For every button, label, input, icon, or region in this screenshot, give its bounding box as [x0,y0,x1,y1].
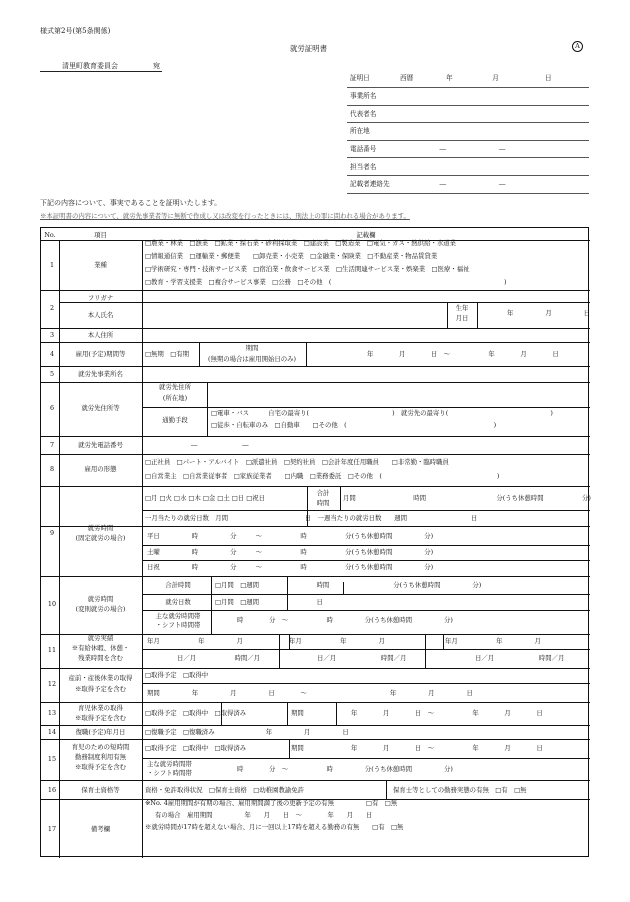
employer-info-row [347,88,589,106]
table-cell-i2a: フリガナ [87,294,114,302]
table-cell-r11e: 日／月 時間／月 [317,654,407,662]
table-column-divider [340,486,341,510]
table-cell-i7: 就労先電話番号 [78,441,123,449]
table-cell-r9e: 一月当たりの就労日数 月間 日 一週当たりの就労日数 週間 日 [145,514,478,522]
addressee-suffix: 宛 [153,62,160,70]
table-column-divider [211,576,212,634]
table-cell-r10a: 合計時間 [165,581,191,589]
employer-info-value[interactable]: 西暦 年 月 日 [400,70,589,88]
table-cell-r11d: 日／月 時間／月 [177,654,261,662]
table-cell-n4: 4 [49,350,55,358]
table-cell-r8a: □正社員 □パート・アルバイト □派遣社員 □契約社員 □会計年度任用職員 □非常勤・臨時職員 [145,458,449,466]
employer-info-table [347,70,589,194]
table-cell-r1a: □農業・林業 □漁業 □鉱業・採石業・砂利採取業 □建設業 □製造業 □電気・ガス・熱供給・水道業 [145,239,457,247]
table-cell-n17: 17 [47,825,57,833]
table-cell-n12: 12 [47,680,57,688]
table-column-divider [477,302,478,328]
table-cell-i12b: ※取得予定を含む [74,685,127,693]
table-cell-i10a: 就労時間 [87,595,114,603]
table-cell-i9b: (固定就労の場合) [75,534,126,542]
table-cell-r6e: □徒歩・自転車のみ □自動車 □その他 ( ) [211,421,497,429]
column-header-content: 記載欄 [356,231,376,239]
table-cell-r6d: □電車・バス 自宅の最寄り( ) 就労先の最寄り( ) [211,409,553,417]
table-row-divider [41,328,590,329]
table-row-divider [142,610,590,611]
column-header-item: 項目 [94,231,107,239]
employer-info-row [347,123,589,141]
table-cell-n13: 13 [47,709,57,717]
table-cell-r6c: 通勤手段 [162,416,188,424]
table-column-divider [287,702,288,725]
table-cell-r14: □復職予定 □復職済み 年 月 日 [145,728,349,736]
table-row-divider [41,382,590,383]
table-cell-n15: 15 [47,755,57,763]
table-cell-i14: 復職(予定)年月日 [75,728,126,736]
employer-info-label: 所在地 [347,123,400,141]
table-cell-r15e: ・シフト時間帯 [147,769,192,777]
table-cell-i4: 雇用(予定)期間等 [75,350,126,358]
table-cell-n16: 16 [47,786,57,794]
table-cell-r11f: 日／月 時間／月 [475,654,565,662]
employer-info-value[interactable] [400,123,589,141]
table-cell-i11a: 就労実績 [87,634,114,642]
table-column-divider [425,634,426,668]
employer-info-value[interactable] [400,88,589,106]
table-cell-n7: 7 [49,441,55,449]
table-cell-r15b: 期間 [291,744,304,752]
table-cell-r15f: 時 分 ～ 時 分(うち休憩時間 分) [237,765,453,773]
table-cell-n9: 9 [49,529,55,537]
table-cell-r17c: ※就労時間が17時を超えない場合、月に一回以上17時を超える勤務の有無 □有 □無 [145,823,404,831]
table-cell-r6a: 就労先住所 [159,383,191,391]
table-cell-r13b: 期間 [291,709,304,717]
table-cell-r12a: □取得予定 □取得中 [145,671,209,679]
table-column-divider [199,342,200,366]
table-cell-r13a: □取得予定 □取得中 □取得済み [145,709,247,717]
table-column-divider [336,702,337,725]
table-row-divider [142,560,590,561]
table-cell-n5: 5 [49,370,55,378]
table-cell-r15d: 主な就労時間帯 [147,760,192,768]
table-cell-r4b: 期間 [245,344,259,352]
table-row-divider [41,486,590,487]
table-row-divider [41,436,590,437]
table-row-divider [41,366,590,367]
table-cell-i8: 雇用の形態 [84,465,117,473]
table-cell-r1d: □教育・学習支援業 □複合サービス事業 □公務 □その他 ( ) [145,278,507,286]
table-row-divider [41,780,590,781]
table-row-divider [41,290,590,291]
employer-info-label: 記載者連絡先 [347,176,400,194]
table-row-divider [41,739,590,740]
table-cell-r13c: 年 月 日 ～ 年 月 日 [351,709,543,717]
table-cell-r4c: (無期の場合は雇用開始日のみ) [207,355,297,363]
table-cell-r6b: (所在地) [162,394,188,402]
employer-info-value[interactable]: ― ― [400,176,589,194]
table-cell-i15c: ※取得予定を含む [74,763,127,771]
table-row-divider [142,510,590,511]
table-cell-r15c: 年 月 日 ～ 年 月 日 [351,744,543,752]
table-column-divider [142,240,143,858]
table-row-divider [142,545,590,546]
table-row-divider [142,594,590,595]
table-cell-i1: 業種 [94,261,107,269]
employer-info-label: 担当者名 [347,158,400,176]
document-title: 就労証明書 [290,44,327,53]
table-cell-r11a: 年月 年 月 [147,637,243,645]
table-cell-i2b: 本人氏名 [87,311,114,319]
table-cell-r9c: 時間 [316,499,330,507]
table-column-divider [306,342,307,366]
table-cell-i13b: ※取得予定を含む [74,714,127,722]
table-cell-i15b: 勤務制度利用有無 [74,753,127,761]
table-cell-i6: 就労先住所等 [81,404,120,412]
table-row-divider [142,758,590,759]
table-cell-r16b: 保育士等としての勤務実態の有無 □有 □無 [393,786,527,794]
table-cell-i9a: 就労時間 [87,524,114,532]
table-column-divider [289,739,290,758]
table-row-divider [41,702,590,703]
table-cell-n8: 8 [49,465,55,473]
employer-info-row [347,70,589,88]
table-row-divider [142,649,590,650]
table-row-divider [41,342,590,343]
table-cell-r10b: □月間 □週間 時間 分(うち休憩時間 分) [215,581,482,589]
table-column-divider [279,634,280,668]
table-cell-r10g: 時 分 ～ 時 分(うち休憩時間 分) [237,616,453,624]
table-cell-r11b: 年月 年 月 [289,637,385,645]
table-cell-r12b: 期間 年 月 日 ～ 年 月 日 [147,689,473,697]
table-cell-n1: 1 [49,261,55,269]
table-cell-r9d: 月間 時間 分(うち休憩時間 分) [343,494,591,502]
table-cell-r17a: ※No. 4雇用期間が有期の場合、雇用期間満了後の更新予定の有無 □有 □無 [145,799,398,807]
table-cell-i12a: 産前・産後休業の取得 [68,674,133,682]
table-column-divider [386,780,387,799]
table-cell-r8b: □自営業主 □自営業従事者 □家族従業者 □内職 □業務委託 □その他 ( ) [145,472,500,480]
table-column-divider [207,382,208,436]
table-cell-n3: 3 [49,331,55,339]
employer-info-row [347,158,589,176]
circle-mark: A [572,41,583,52]
certify-statement: 下記の内容について、事実であることを証明いたします。 [40,199,222,207]
employer-info-row [347,140,589,158]
table-cell-i11b: ※有給休暇、休憩・ [71,644,130,652]
table-cell-n11: 11 [47,646,57,654]
table-row-divider [41,576,590,577]
legal-warning: ※本証明書の内容について、就労先事業者等に無断で作成し又は改変を行ったときには、刑法上の罪に問われる場合があります。 [40,212,410,220]
table-row-divider [59,302,590,303]
form-number: 様式第2号(第5条関係) [40,27,111,35]
table-cell-r4a: □無期 □有期 [145,350,190,358]
addressee-name: 清里町教育委員会 [62,62,118,70]
table-cell-r7: ― ― [191,441,249,449]
employer-info-label: 電話番号 [347,140,400,158]
table-cell-r9h: 日祝 時 分 ～ 時 分(うち休憩時間 分) [147,563,434,571]
table-cell-r9g: 土曜 時 分 ～ 時 分(うち休憩時間 分) [147,548,434,556]
table-cell-r17b: 有の場合 雇用期間 年 月 日 ～ 年 月 日 [155,811,373,819]
table-cell-i16: 保育士資格等 [81,786,120,794]
table-cell-r4d: 年 月 日 ～ 年 月 日 [367,350,559,358]
employer-info-value[interactable] [400,158,589,176]
table-row-divider [41,454,590,455]
table-cell-r9f: 平日 時 分 ～ 時 分(うち休憩時間 分) [147,532,434,540]
column-header-no: No. [44,231,56,239]
table-cell-r10c: 就労日数 [165,598,191,606]
employer-info-label: 証明日 [347,70,400,88]
table-cell-n14: 14 [47,728,57,736]
table-row-divider [41,725,590,726]
employer-info-value[interactable] [400,105,589,123]
table-cell-r11c: 年月 年 月 [445,637,541,645]
table-cell-r1b: □情報通信業 □運輸業・郵便業 □卸売業・小売業 □金融業・保険業 □不動産業・物品賃貸業 [145,252,438,260]
table-cell-n10: 10 [47,600,57,608]
table-cell-r10f: ・シフト時間帯 [155,621,201,629]
table-cell-r2b: 月日 [455,314,469,322]
table-row-divider [142,407,590,408]
table-cell-r1c: □学術研究・専門・技術サービス業 □宿泊業・飲食サービス業 □生活関連サービス業・娯楽業 □医療・福祉 [145,265,470,273]
addressee-underline [40,71,162,72]
table-cell-i13a: 育児休業の取得 [78,704,123,712]
table-cell-r9a: □月 □火 □水 □木 □金 □土 □日 □祝日 [145,494,266,502]
table-cell-i5: 就労先事業所名 [78,370,123,378]
table-cell-r16a: 資格・免許取得状況 □保育士資格 □幼稚園教諭免許 [145,786,305,794]
table-cell-r2a: 生年 [455,304,469,312]
table-cell-i15a: 育児のための短時間 [71,743,130,751]
table-cell-r10d: □月間 □週間 日 [215,598,323,606]
table-cell-i10b: (変則就労の場合) [75,605,126,613]
table-cell-r2c: 年 月 日 [507,309,591,317]
employer-info-value[interactable]: ― ― [400,140,589,158]
table-cell-n6: 6 [49,404,55,412]
certificate-main-table [40,227,589,857]
employer-info-label: 事業所名 [347,88,400,106]
table-cell-r15a: □取得予定 □取得中 □取得済み [145,744,247,752]
employer-info-label: 代表者名 [347,105,400,123]
table-cell-i3: 本人住所 [87,331,114,339]
table-cell-r9b: 合計 [316,489,330,497]
table-column-divider [443,634,444,649]
table-row-divider [41,668,590,669]
table-cell-r10e: 主な就労時間帯 [155,612,201,620]
table-row-divider [142,683,590,684]
table-cell-i11c: 残業時間を含む [78,654,123,662]
table-cell-n2: 2 [49,304,55,312]
employer-info-row [347,176,589,194]
table-cell-i17: 備考欄 [90,825,111,833]
employer-info-row [347,105,589,123]
